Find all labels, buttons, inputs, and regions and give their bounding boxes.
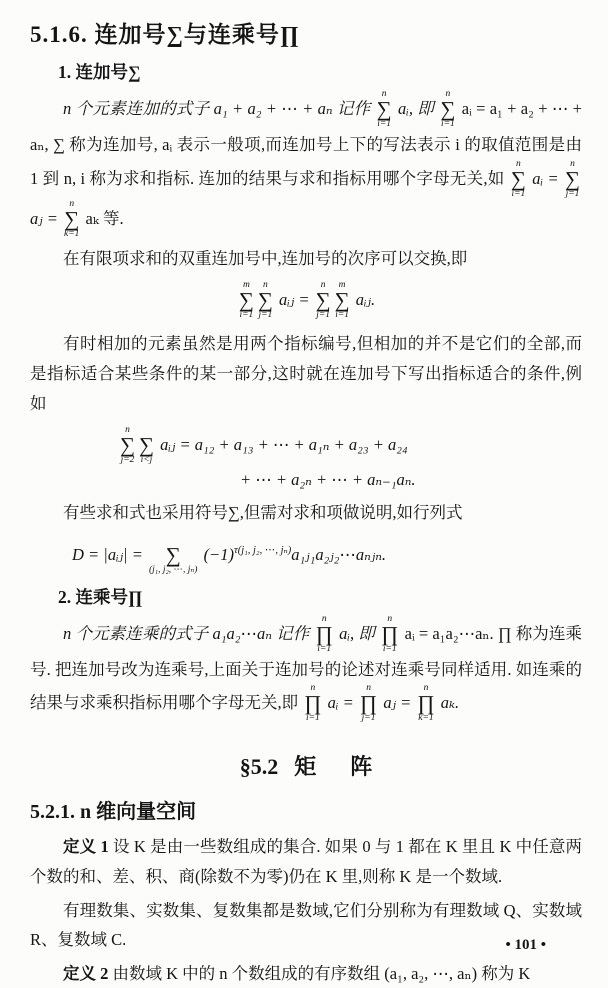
text-run: aᵢ = (527, 168, 564, 188)
product-operator (381, 615, 398, 655)
section-516-title: 5.1.6. 连加号∑与连乘号∏ (30, 22, 300, 47)
sum-symbol-heading: 1. 连加号∑ (58, 62, 141, 82)
sum-lower-limit: i=1 (239, 310, 254, 321)
sum-upper-limit: n (570, 158, 575, 169)
sigma-symbol: ∑ (510, 166, 526, 191)
sum-operator (139, 426, 154, 466)
prod-lower-limit: k=1 (418, 713, 434, 724)
sum-operator (239, 281, 254, 321)
page-number: • 101 • (505, 937, 546, 953)
formula-determinant (30, 536, 582, 576)
sum-lower-limit: i<j (140, 455, 153, 466)
sum-lower-limit: (j₁, j₂, ⋯, jₙ) (148, 564, 198, 575)
sigma-symbol: ∑ (440, 97, 456, 121)
text-run: aⱼ = (379, 693, 416, 713)
text-run: aₖ. (436, 693, 460, 713)
sum-operator (149, 536, 197, 576)
sum-upper-limit: n (445, 89, 451, 99)
prod-upper-limit: n (321, 613, 327, 624)
sum-lower-limit: i=1 (377, 118, 392, 129)
prod-lower-limit: j=1 (361, 713, 376, 724)
product-operator (360, 684, 377, 724)
sum-operator (64, 200, 79, 240)
paragraph-sum-definition (30, 90, 582, 240)
sum-operator (377, 90, 392, 130)
formula-text: (−1) (199, 544, 234, 564)
prod-lower-limit: i=1 (382, 643, 397, 654)
text-run: aᵢ = a₁a₂⋯aₙ. ∏ 称为连乘号. 把连加号改为连乘号,上面关于连加号的论述对连乘号同样适用. 如连乘的结果与求乘积指标用哪个字母无关,即 (30, 623, 582, 713)
formula-line (30, 426, 582, 466)
sigma-symbol: ∑ (315, 288, 331, 313)
paragraph-conditional-sum-intro: 有时相加的元素虽然是用两个指标编号,但相加的并不是它们的全部,而是指标适合某些条件的某一部分,这时就在连加号下写出指标适合的条件,例如 (30, 334, 582, 413)
paragraph-definition-1 (30, 832, 582, 891)
paragraph-definition-2 (30, 959, 582, 988)
formula-conditional-sum (30, 426, 582, 490)
text-run: n 个元素连加的式子 a₁ + a₂ + ⋯ + aₙ 记作 (63, 98, 375, 118)
text-run: aⱼ = (30, 208, 62, 228)
sigma-symbol: ∑ (334, 288, 350, 313)
formula-text: aᵢⱼ = (274, 289, 314, 309)
prod-upper-limit: n (310, 683, 316, 694)
paragraph-number-fields: 有理数集、实数集、复数集都是数域,它们分别称为有理数域 Q、实数域 R、复数域 C. (30, 900, 582, 950)
sum-lower-limit: i=1 (440, 118, 455, 129)
sigma-symbol: ∑ (257, 288, 273, 313)
section-title-char: 矩 (294, 754, 317, 780)
prod-lower-limit: i=1 (305, 713, 320, 724)
text-run: n 个元素连乘的式子 a₁a₂⋯aₙ 记作 (63, 623, 314, 643)
prod-upper-limit: n (423, 683, 429, 694)
pi-symbol: ∏ (315, 621, 333, 646)
section-number: §5.2 (239, 754, 279, 780)
pi-symbol: ∏ (304, 691, 322, 716)
sigma-symbol: ∑ (64, 206, 80, 231)
sum-operator (511, 160, 526, 200)
prod-upper-limit: n (366, 683, 371, 694)
product-operator (417, 684, 434, 724)
formula-text: aᵢⱼ = a₁₂ + a₁₃ + ⋯ + a₁ₙ + a₂₃ + a₂₄ (155, 434, 408, 454)
pi-symbol: ∏ (381, 621, 399, 646)
sum-lower-limit: j=1 (258, 310, 273, 321)
sum-upper-limit: n (125, 425, 130, 436)
sigma-symbol: ∑ (238, 288, 254, 313)
product-operator (304, 684, 321, 724)
sum-operator (565, 160, 580, 200)
text-run: aᵢ, 即 (334, 623, 380, 643)
prod-upper-limit: n (387, 613, 393, 624)
prod-symbol-heading: 2. 连乘号∏ (58, 586, 143, 607)
sum-lower-limit: j=1 (565, 188, 580, 199)
pi-symbol: ∏ (359, 691, 378, 716)
pi-symbol: ∏ (417, 691, 435, 716)
sum-lower-limit: i=1 (335, 310, 349, 321)
sum-upper-limit: n (263, 280, 268, 291)
section-52-title (30, 750, 582, 781)
paragraph-double-sum-intro: 在有限项求和的双重连加号中,连加号的次序可以交换,即 (63, 248, 468, 268)
text-run: aᵢ, 即 (393, 98, 439, 118)
exponent-text: τ(j₁, j₂, ⋯, jₙ) (233, 544, 292, 556)
sum-upper-limit: n (69, 198, 75, 209)
sigma-symbol: ∑ (376, 97, 392, 121)
sum-operator (258, 281, 273, 321)
definition-label: 定义 2 (63, 964, 109, 984)
sum-operator (120, 426, 135, 466)
sum-lower-limit: j=2 (120, 455, 135, 466)
sigma-symbol: ∑ (138, 433, 154, 458)
definition-label: 定义 1 (63, 837, 109, 857)
formula-text: aᵢⱼ. (351, 289, 376, 309)
sigma-symbol: ∑ (120, 433, 135, 458)
formula-line: + ⋯ + a₂ₙ + ⋯ + aₙ₋₁aₙ. (240, 470, 416, 490)
text-run: aₖ 等. (81, 208, 124, 228)
sum-operator (316, 281, 331, 321)
sum-lower-limit: k=1 (64, 228, 80, 239)
definition-text: 由数域 K 中的 n 个数组成的有序数组 (a₁, a₂, ⋯, aₙ) 称为 K (108, 964, 531, 984)
sum-operator (440, 90, 455, 130)
formula-text: D = |aᵢⱼ| = (72, 544, 147, 564)
section-title-char: 阵 (350, 754, 373, 780)
sum-upper-limit: n (381, 89, 387, 99)
sum-operator (335, 281, 350, 321)
sum-upper-limit: n (320, 280, 326, 291)
sum-upper-limit: m (242, 280, 250, 291)
paragraph-determinant-intro: 有些求和式也采用符号∑,但需对求和项做说明,如行列式 (63, 503, 463, 523)
definition-text: 设 K 是由一些数组成的集合. 如果 0 与 1 都在 K 里且 K 中任意两个数的和、差、积、商(除数不为零)仍在 K 里,则称 K 是一个数域. (30, 837, 583, 886)
paragraph-prod-definition (30, 615, 582, 725)
product-operator (316, 615, 333, 655)
sum-upper-limit: n (516, 158, 521, 169)
section-521-heading: 5.2.1. n 维向量空间 (30, 801, 197, 824)
sum-lower-limit: j=1 (316, 310, 331, 321)
text-run: aᵢ = (323, 693, 358, 713)
sigma-symbol: ∑ (165, 542, 181, 567)
sigma-symbol: ∑ (565, 166, 580, 191)
formula-text: a₁ⱼ₁a₂ⱼ₂⋯aₙⱼₙ. (291, 544, 387, 564)
prod-lower-limit: i=1 (317, 643, 332, 654)
text-run: aᵢ = a₁ + a₂ + ⋯ + aₙ, ∑ 称为连加号, aᵢ 表示一般项,而连加号上下的写法表示 i 的取值范围是由 1 到 n, i 称为求和指标. 连加的结果与求和指标用哪个字母无关,如 (30, 98, 582, 188)
sum-upper-limit: m (338, 280, 346, 291)
sum-lower-limit: i=1 (511, 188, 526, 199)
formula-double-sum-exchange (30, 281, 582, 321)
